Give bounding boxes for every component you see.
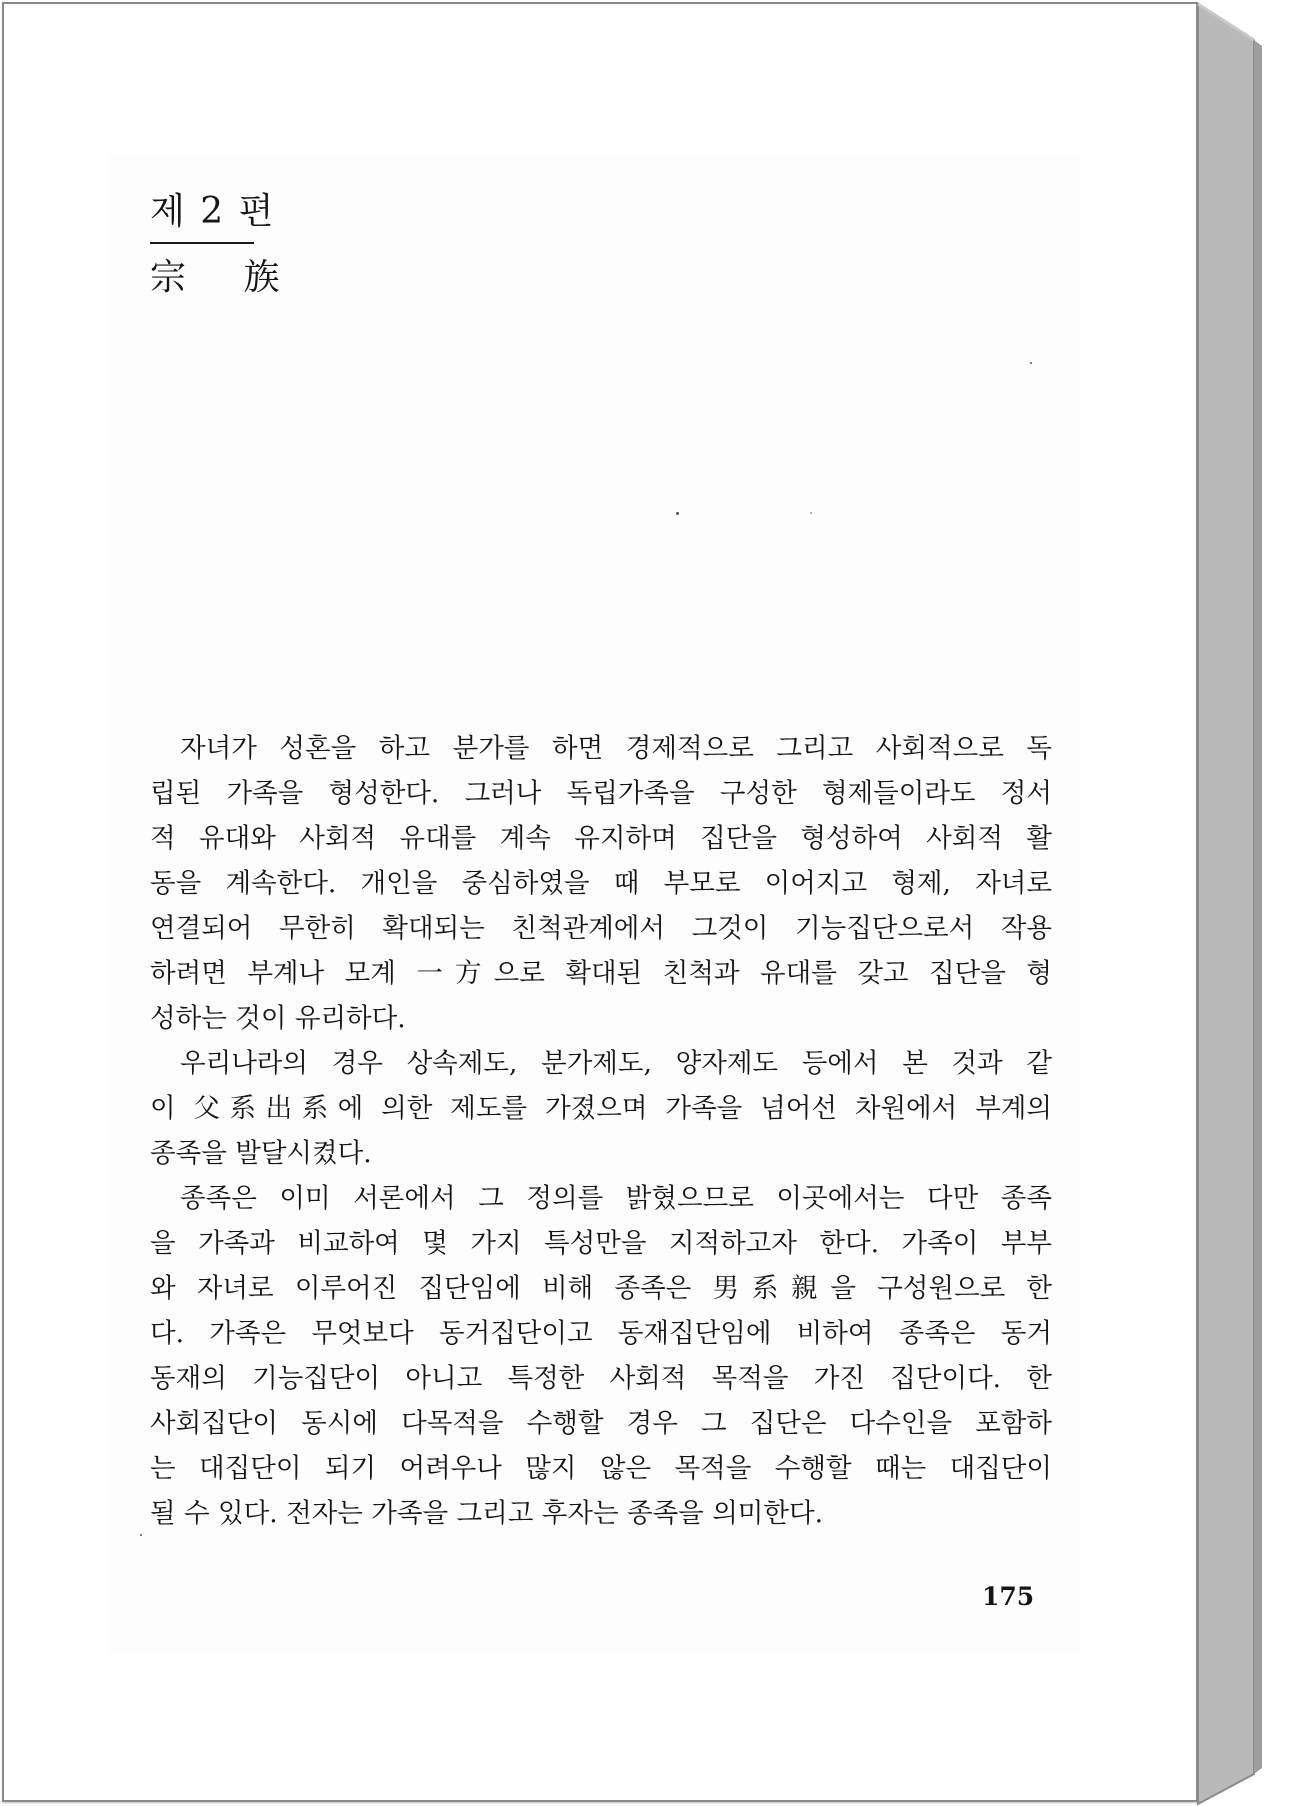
text-line: 다. 가족은 무엇보다 동거집단이고 동재집단임에 비하여 종족은 동거 — [150, 1318, 1052, 1349]
text-line: 하려면 부계나 모계 一方으로 확대된 친척과 유대를 갖고 집단을 형 — [150, 958, 1052, 989]
scan-speck — [810, 512, 812, 514]
text-line: 립된 가족을 형성한다. 그러나 독립가족을 구성한 형제들이라도 정서 — [150, 778, 1052, 809]
text-line: 적 유대와 사회적 유대를 계속 유지하며 집단을 형성하여 사회적 활 — [150, 823, 1052, 854]
text-line: 사회집단이 동시에 다목적을 수행할 경우 그 집단은 다수인을 포함하 — [150, 1408, 1052, 1439]
text-line: 될 수 있다. 전자는 가족을 그리고 후자는 종족을 의미한다. — [150, 1498, 824, 1529]
text-line: 연결되어 무한히 확대되는 친척관계에서 그것이 기능집단으로서 작용 — [150, 913, 1052, 944]
text-line: 종족을 발달시켰다. — [150, 1138, 372, 1169]
text-line: 종족은 이미 서론에서 그 정의를 밝혔으므로 이곳에서는 다만 종족 — [180, 1183, 1052, 1214]
page-number: 175 — [982, 1582, 1035, 1611]
text-line: 는 대집단이 되기 어려우나 많지 않은 목적을 수행할 때는 대집단이 — [150, 1453, 1052, 1484]
scan-speck — [140, 1534, 142, 1536]
text-line: 자녀가 성혼을 하고 분가를 하면 경제적으로 그리고 사회적으로 독 — [180, 733, 1052, 764]
scan-speck — [1030, 362, 1032, 364]
text-line: 이 父系出系에 의한 제도를 가졌으며 가족을 넘어선 차원에서 부계의 — [150, 1093, 1052, 1124]
chapter-divider — [150, 242, 254, 244]
chapter-number: 제 2 편 — [150, 191, 276, 232]
text-line: 을 가족과 비교하여 몇 가지 특성만을 지적하고자 한다. 가족이 부부 — [150, 1228, 1052, 1259]
text-line: 성하는 것이 유리하다. — [150, 1003, 406, 1034]
chapter-heading — [150, 188, 293, 302]
text-line: 동을 계속한다. 개인을 중심하였을 때 부모로 이어지고 형제, 자녀로 — [150, 868, 1052, 899]
scan-speck — [676, 512, 679, 515]
chapter-title: 宗 族 — [150, 257, 294, 298]
text-line: 우리나라의 경우 상속제도, 분가제도, 양자제도 등에서 본 것과 같 — [180, 1048, 1052, 1079]
text-line: 동재의 기능집단이 아니고 특정한 사회적 목적을 가진 집단이다. 한 — [150, 1363, 1052, 1394]
body-text — [150, 726, 1052, 1536]
text-line: 와 자녀로 이루어진 집단임에 비해 종족은 男系親을 구성원으로 한 — [150, 1273, 1052, 1304]
